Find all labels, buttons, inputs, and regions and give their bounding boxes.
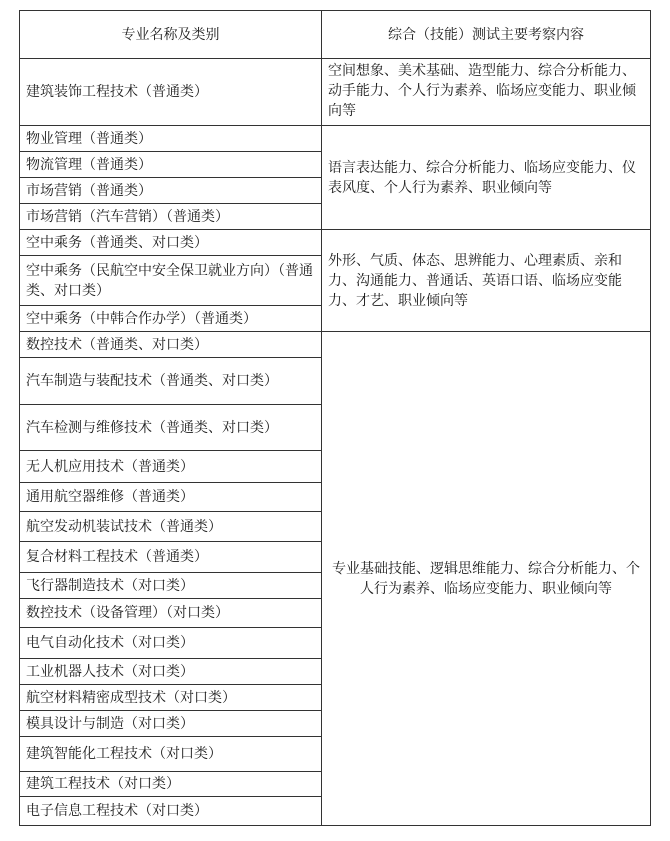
major-cell: 数控技术（普通类、对口类） bbox=[20, 332, 322, 358]
major-cell: 工业机器人技术（对口类） bbox=[20, 659, 322, 685]
table-row bbox=[20, 230, 651, 256]
major-cell: 电子信息工程技术（对口类） bbox=[20, 797, 322, 826]
header-major: 专业名称及类别 bbox=[20, 11, 322, 59]
major-cell: 空中乘务（民航空中安全保卫就业方向）（普通类、对口类） bbox=[20, 256, 322, 306]
major-cell: 模具设计与制造（对口类） bbox=[20, 711, 322, 737]
table-row bbox=[20, 59, 651, 126]
major-cell: 空中乘务（普通类、对口类） bbox=[20, 230, 322, 256]
admission-table bbox=[19, 10, 651, 826]
major-cell: 通用航空器维修（普通类） bbox=[20, 483, 322, 512]
major-cell: 物业管理（普通类） bbox=[20, 126, 322, 152]
table-row bbox=[20, 332, 651, 358]
header-row bbox=[20, 11, 651, 59]
major-cell: 建筑工程技术（对口类） bbox=[20, 772, 322, 797]
major-cell: 市场营销（普通类） bbox=[20, 178, 322, 204]
major-cell: 电气自动化技术（对口类） bbox=[20, 628, 322, 659]
content-cell: 空间想象、美术基础、造型能力、综合分析能力、动手能力、个人行为素养、临场应变能力、职业倾向等 bbox=[322, 59, 651, 126]
major-cell: 汽车制造与装配技术（普通类、对口类） bbox=[20, 358, 322, 405]
major-cell: 市场营销（汽车营销）（普通类） bbox=[20, 204, 322, 230]
major-cell: 航空材料精密成型技术（对口类） bbox=[20, 685, 322, 711]
major-cell: 数控技术（设备管理）（对口类） bbox=[20, 599, 322, 628]
header-content: 综合（技能）测试主要考察内容 bbox=[322, 11, 651, 59]
table-body bbox=[20, 11, 651, 826]
major-cell: 建筑智能化工程技术（对口类） bbox=[20, 737, 322, 772]
table-row bbox=[20, 126, 651, 152]
content-cell: 外形、气质、体态、思辨能力、心理素质、亲和力、沟通能力、普通话、英语口语、临场应变能力、才艺、职业倾向等 bbox=[322, 230, 651, 332]
major-cell: 建筑装饰工程技术（普通类） bbox=[20, 59, 322, 126]
major-cell: 复合材料工程技术（普通类） bbox=[20, 542, 322, 573]
major-cell: 无人机应用技术（普通类） bbox=[20, 451, 322, 483]
content-cell: 语言表达能力、综合分析能力、临场应变能力、仪表风度、个人行为素养、职业倾向等 bbox=[322, 126, 651, 230]
major-cell: 物流管理（普通类） bbox=[20, 152, 322, 178]
major-cell: 汽车检测与维修技术（普通类、对口类） bbox=[20, 405, 322, 451]
major-cell: 航空发动机装试技术（普通类） bbox=[20, 512, 322, 542]
content-cell: 专业基础技能、逻辑思维能力、综合分析能力、个人行为素养、临场应变能力、职业倾向等 bbox=[322, 332, 651, 826]
major-cell: 空中乘务（中韩合作办学）（普通类） bbox=[20, 306, 322, 332]
major-cell: 飞行器制造技术（对口类） bbox=[20, 573, 322, 599]
